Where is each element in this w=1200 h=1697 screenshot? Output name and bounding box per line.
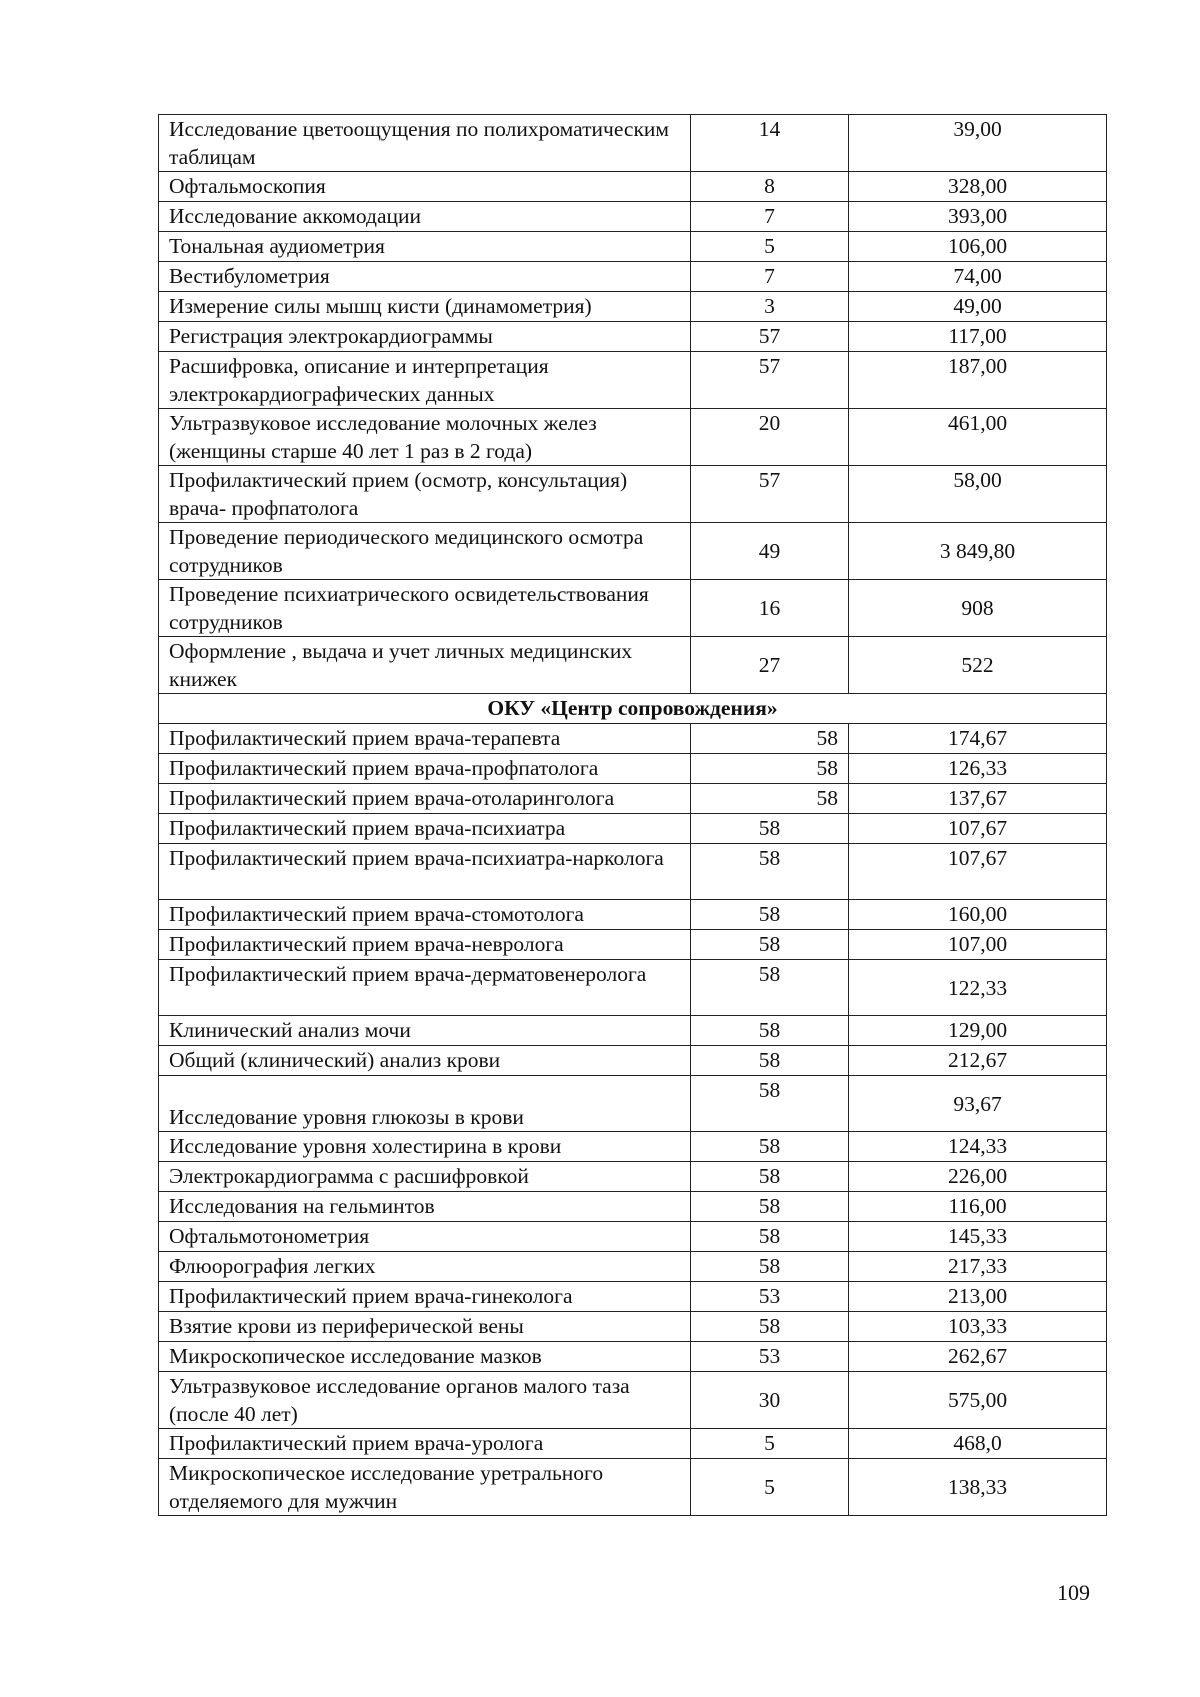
table-row bbox=[159, 523, 1107, 580]
table-row bbox=[159, 1282, 1107, 1312]
service-price: 3 849,80 bbox=[849, 523, 1107, 580]
service-name: Профилактический прием врача-психиатра-нарколога bbox=[159, 844, 691, 900]
service-name: Профилактический прием врача-психиатра bbox=[159, 814, 691, 844]
table-row bbox=[159, 352, 1107, 409]
service-price: 328,00 bbox=[849, 172, 1107, 202]
service-price: 393,00 bbox=[849, 202, 1107, 232]
service-name: Регистрация электрокардиограммы bbox=[159, 322, 691, 352]
services-table bbox=[158, 114, 1107, 1516]
service-price: 461,00 bbox=[849, 409, 1107, 466]
table-row bbox=[159, 262, 1107, 292]
service-price: 138,33 bbox=[849, 1459, 1107, 1516]
table-row bbox=[159, 1312, 1107, 1342]
service-count: 20 bbox=[691, 409, 849, 466]
service-count: 57 bbox=[691, 322, 849, 352]
service-name: Взятие крови из периферической вены bbox=[159, 1312, 691, 1342]
service-price: 126,33 bbox=[849, 754, 1107, 784]
service-count: 58 bbox=[691, 1046, 849, 1076]
service-name: Исследование аккомодации bbox=[159, 202, 691, 232]
service-price: 49,00 bbox=[849, 292, 1107, 322]
service-name: Профилактический прием врача-гинеколога bbox=[159, 1282, 691, 1312]
service-price: 226,00 bbox=[849, 1162, 1107, 1192]
page-number: 109 bbox=[1057, 1580, 1090, 1605]
service-count: 58 bbox=[691, 930, 849, 960]
service-count: 57 bbox=[691, 466, 849, 523]
table-row bbox=[159, 1252, 1107, 1282]
service-price: 107,67 bbox=[849, 844, 1107, 900]
service-price: 187,00 bbox=[849, 352, 1107, 409]
service-count: 57 bbox=[691, 352, 849, 409]
table-row bbox=[159, 115, 1107, 172]
table-row bbox=[159, 409, 1107, 466]
table-row bbox=[159, 1046, 1107, 1076]
service-count: 58 bbox=[691, 844, 849, 900]
service-name: Измерение силы мышц кисти (динамометрия) bbox=[159, 292, 691, 322]
service-price: 122,33 bbox=[849, 960, 1107, 1016]
service-price: 103,33 bbox=[849, 1312, 1107, 1342]
service-count: 58 bbox=[691, 754, 849, 784]
table-row bbox=[159, 960, 1107, 1016]
service-count: 49 bbox=[691, 523, 849, 580]
service-name: Профилактический прием (осмотр, консультация) врача- профпатолога bbox=[159, 466, 691, 523]
service-count: 58 bbox=[691, 960, 849, 1016]
service-name: Профилактический прием врача-уролога bbox=[159, 1429, 691, 1459]
service-name: Проведение периодического медицинского осмотра сотрудников bbox=[159, 523, 691, 580]
service-price: 468,0 bbox=[849, 1429, 1107, 1459]
service-name: Профилактический прием врача-невролога bbox=[159, 930, 691, 960]
table-row bbox=[159, 466, 1107, 523]
table-row bbox=[159, 172, 1107, 202]
service-name: Профилактический прием врача-отоларинголога bbox=[159, 784, 691, 814]
service-count: 14 bbox=[691, 115, 849, 172]
service-count: 27 bbox=[691, 637, 849, 694]
table-row bbox=[159, 754, 1107, 784]
service-price: 575,00 bbox=[849, 1372, 1107, 1429]
service-name: Ультразвуковое исследование молочных желез (женщины старше 40 лет 1 раз в 2 года) bbox=[159, 409, 691, 466]
service-price: 137,67 bbox=[849, 784, 1107, 814]
service-price: 174,67 bbox=[849, 724, 1107, 754]
service-count: 5 bbox=[691, 1459, 849, 1516]
service-price: 116,00 bbox=[849, 1192, 1107, 1222]
service-name: Общий (клинический) анализ крови bbox=[159, 1046, 691, 1076]
table-row bbox=[159, 232, 1107, 262]
section-row bbox=[159, 694, 1107, 724]
service-name: Тональная аудиометрия bbox=[159, 232, 691, 262]
service-name: Вестибулометрия bbox=[159, 262, 691, 292]
service-price: 58,00 bbox=[849, 466, 1107, 523]
service-name: Флюорография легких bbox=[159, 1252, 691, 1282]
service-name: Профилактический прием врача-терапевта bbox=[159, 724, 691, 754]
table-row bbox=[159, 784, 1107, 814]
service-name: Микроскопическое исследование мазков bbox=[159, 1342, 691, 1372]
service-count: 58 bbox=[691, 1252, 849, 1282]
table-row bbox=[159, 202, 1107, 232]
service-price: 262,67 bbox=[849, 1342, 1107, 1372]
service-price: 39,00 bbox=[849, 115, 1107, 172]
service-count: 58 bbox=[691, 900, 849, 930]
table-row bbox=[159, 1016, 1107, 1046]
table-row bbox=[159, 292, 1107, 322]
service-name: Электрокардиограмма с расшифровкой bbox=[159, 1162, 691, 1192]
table-row bbox=[159, 1342, 1107, 1372]
service-count: 53 bbox=[691, 1342, 849, 1372]
table-row bbox=[159, 1132, 1107, 1162]
service-name: Исследование цветоощущения по полихроматическим таблицам bbox=[159, 115, 691, 172]
service-name: Профилактический прием врача-стомотолога bbox=[159, 900, 691, 930]
service-price: 522 bbox=[849, 637, 1107, 694]
service-name: Офтальмотонометрия bbox=[159, 1222, 691, 1252]
service-count: 58 bbox=[691, 1132, 849, 1162]
table-row bbox=[159, 637, 1107, 694]
table-row bbox=[159, 1162, 1107, 1192]
table-row bbox=[159, 814, 1107, 844]
service-count: 5 bbox=[691, 232, 849, 262]
service-price: 217,33 bbox=[849, 1252, 1107, 1282]
table-row bbox=[159, 1222, 1107, 1252]
service-name: Клинический анализ мочи bbox=[159, 1016, 691, 1046]
service-price: 117,00 bbox=[849, 322, 1107, 352]
service-price: 93,67 bbox=[849, 1076, 1107, 1132]
service-count: 58 bbox=[691, 1192, 849, 1222]
service-count: 58 bbox=[691, 784, 849, 814]
service-count: 7 bbox=[691, 262, 849, 292]
service-name: Исследование уровня глюкозы в крови bbox=[159, 1076, 691, 1132]
service-count: 58 bbox=[691, 1076, 849, 1132]
service-count: 58 bbox=[691, 1312, 849, 1342]
table-row bbox=[159, 1076, 1107, 1132]
table-row bbox=[159, 900, 1107, 930]
service-count: 5 bbox=[691, 1429, 849, 1459]
table-row bbox=[159, 930, 1107, 960]
table-row bbox=[159, 322, 1107, 352]
table-row bbox=[159, 1372, 1107, 1429]
service-count: 7 bbox=[691, 202, 849, 232]
service-price: 106,00 bbox=[849, 232, 1107, 262]
service-name: Профилактический прием врача-профпатолога bbox=[159, 754, 691, 784]
service-count: 58 bbox=[691, 814, 849, 844]
table-row bbox=[159, 580, 1107, 637]
service-name: Исследование уровня холестирина в крови bbox=[159, 1132, 691, 1162]
service-price: 160,00 bbox=[849, 900, 1107, 930]
service-count: 58 bbox=[691, 1016, 849, 1046]
service-count: 16 bbox=[691, 580, 849, 637]
service-name: Офтальмоскопия bbox=[159, 172, 691, 202]
service-price: 908 bbox=[849, 580, 1107, 637]
service-price: 129,00 bbox=[849, 1016, 1107, 1046]
table-row bbox=[159, 1192, 1107, 1222]
service-name: Исследования на гельминтов bbox=[159, 1192, 691, 1222]
table-row bbox=[159, 724, 1107, 754]
service-name: Микроскопическое исследование уретрального отделяемого для мужчин bbox=[159, 1459, 691, 1516]
service-price: 107,00 bbox=[849, 930, 1107, 960]
table-row bbox=[159, 1459, 1107, 1516]
service-name: Оформление , выдача и учет личных медицинских книжек bbox=[159, 637, 691, 694]
service-name: Проведение психиатрического освидетельствования сотрудников bbox=[159, 580, 691, 637]
service-price: 212,67 bbox=[849, 1046, 1107, 1076]
service-count: 3 bbox=[691, 292, 849, 322]
service-name: Расшифровка, описание и интерпретация электрокардиографических данных bbox=[159, 352, 691, 409]
section-title: ОКУ «Центр сопровождения» bbox=[159, 694, 1107, 724]
service-count: 53 bbox=[691, 1282, 849, 1312]
service-count: 58 bbox=[691, 724, 849, 754]
service-count: 8 bbox=[691, 172, 849, 202]
service-count: 30 bbox=[691, 1372, 849, 1429]
table-row bbox=[159, 1429, 1107, 1459]
service-price: 213,00 bbox=[849, 1282, 1107, 1312]
service-price: 107,67 bbox=[849, 814, 1107, 844]
service-price: 145,33 bbox=[849, 1222, 1107, 1252]
service-count: 58 bbox=[691, 1222, 849, 1252]
table-row bbox=[159, 844, 1107, 900]
service-count: 58 bbox=[691, 1162, 849, 1192]
service-name: Ультразвуковое исследование органов малого таза (после 40 лет) bbox=[159, 1372, 691, 1429]
service-name: Профилактический прием врача-дерматовенеролога bbox=[159, 960, 691, 1016]
service-price: 124,33 bbox=[849, 1132, 1107, 1162]
service-price: 74,00 bbox=[849, 262, 1107, 292]
